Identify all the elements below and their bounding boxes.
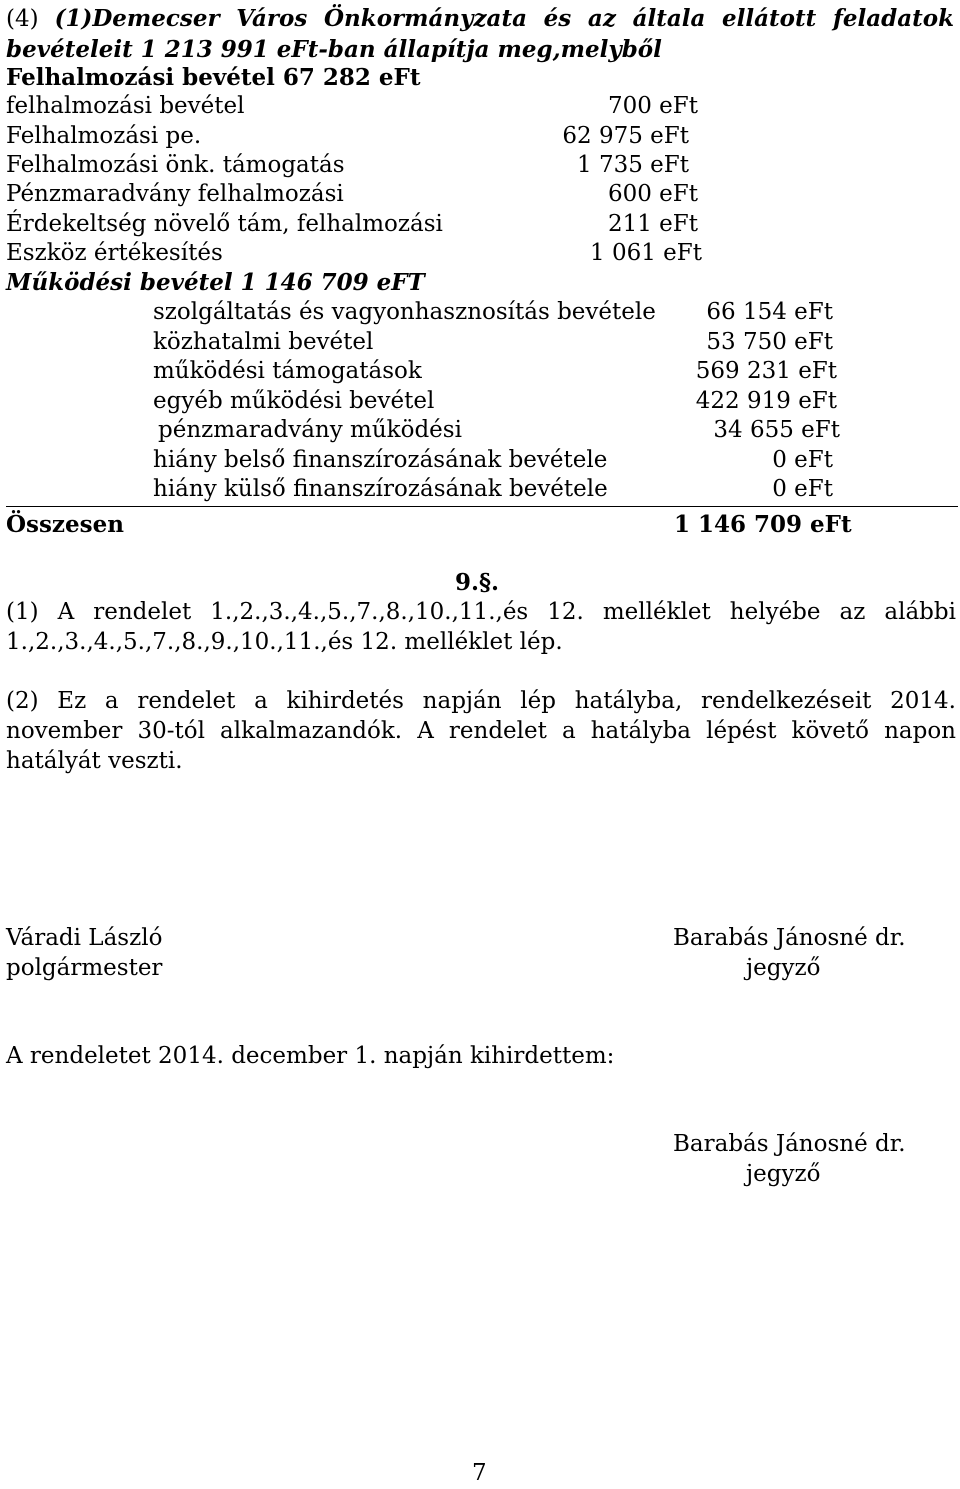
mukodesi-row-value: 34 655 eFt [713, 417, 840, 443]
mukodesi-row-value: 53 750 eFt [706, 329, 833, 355]
felhalmozasi-row-label: Felhalmozási pe. [6, 123, 202, 149]
felhalmozasi-row-label: Pénzmaradvány felhalmozási [6, 181, 344, 207]
felhalmozasi-row-label: Eszköz értékesítés [6, 240, 223, 266]
mukodesi-row-label: egyéb működési bevétel [153, 388, 435, 414]
mukodesi-row-value: 66 154 eFt [706, 299, 833, 325]
felhalmozasi-title: Felhalmozási bevétel 67 282 eFt [6, 64, 421, 91]
mukodesi-row-value: 569 231 eFt [695, 358, 837, 384]
total-label: Összesen [6, 511, 124, 538]
felhalmozasi-row-value: 700 eFt [607, 93, 698, 119]
section-paragraph-1: (1) A rendelet 1.,2.,3.,4.,5.,7.,8.,10.,11.,és 12. melléklet helyébe az alábbi 1.,2.,3.,4.,5.,7.,8.,9.,10.,11.,és 12. melléklet lép. [6, 599, 956, 655]
felhalmozasi-row-label: felhalmozási bevétel [6, 93, 245, 119]
signatory-left-title: polgármester [6, 955, 163, 981]
mukodesi-title: Működési bevétel 1 146 709 eFT [6, 269, 425, 296]
mukodesi-row-label: hiány belső finanszírozásának bevétele [153, 447, 608, 473]
section-heading: 9.§. [455, 569, 500, 596]
total-divider [6, 506, 958, 507]
mukodesi-row-label: hiány külső finanszírozásának bevétele [153, 476, 608, 502]
signatory-right2-title: jegyző [746, 1161, 821, 1187]
signatory-left-name: Váradi László [6, 925, 163, 951]
announcement-text: A rendeletet 2014. december 1. napján kihirdettem: [6, 1043, 615, 1069]
mukodesi-row-label: pénzmaradvány működési [158, 417, 462, 443]
signatory-right-title: jegyző [746, 955, 821, 981]
mukodesi-row-value: 0 eFt [772, 476, 833, 502]
felhalmozasi-row-value: 600 eFt [607, 181, 698, 207]
felhalmozasi-row-value: 211 eFt [607, 211, 698, 237]
felhalmozasi-row-value: 1 061 eFt [590, 240, 702, 266]
mukodesi-row-label: közhatalmi bevétel [153, 329, 374, 355]
mukodesi-row-label: működési támogatások [153, 358, 422, 384]
signatory-right2-name: Barabás Jánosné dr. [673, 1131, 906, 1157]
mukodesi-row-value: 0 eFt [772, 447, 833, 473]
felhalmozasi-row-value: 1 735 eFt [577, 152, 689, 178]
document-header [6, 4, 954, 65]
felhalmozasi-row-label: Felhalmozási önk. támogatás [6, 152, 345, 178]
signatory-right-name: Barabás Jánosné dr. [673, 925, 906, 951]
section-paragraph-2: (2) Ez a rendelet a kihirdetés napján lép hatályba, rendelkezéseit 2014. november 30-tól alkalmazandók. A rendelet a hatályba lépést követő napon hatályát veszti. [6, 688, 956, 774]
header-prefix: (4) [6, 6, 55, 32]
felhalmozasi-row-label: Érdekeltség növelő tám, felhalmozási [6, 211, 443, 237]
page-number: 7 [472, 1460, 487, 1486]
header-text: (1)Demecser Város Önkormányzata és az általa ellátott feladatok bevételeit 1 213 991 eFt-ban állapítja meg,melyből [6, 5, 955, 63]
felhalmozasi-row-value: 62 975 eFt [562, 123, 689, 149]
mukodesi-row-label: szolgáltatás és vagyonhasznosítás bevétele [153, 299, 656, 325]
mukodesi-row-value: 422 919 eFt [695, 388, 837, 414]
total-value: 1 146 709 eFt [674, 511, 852, 538]
